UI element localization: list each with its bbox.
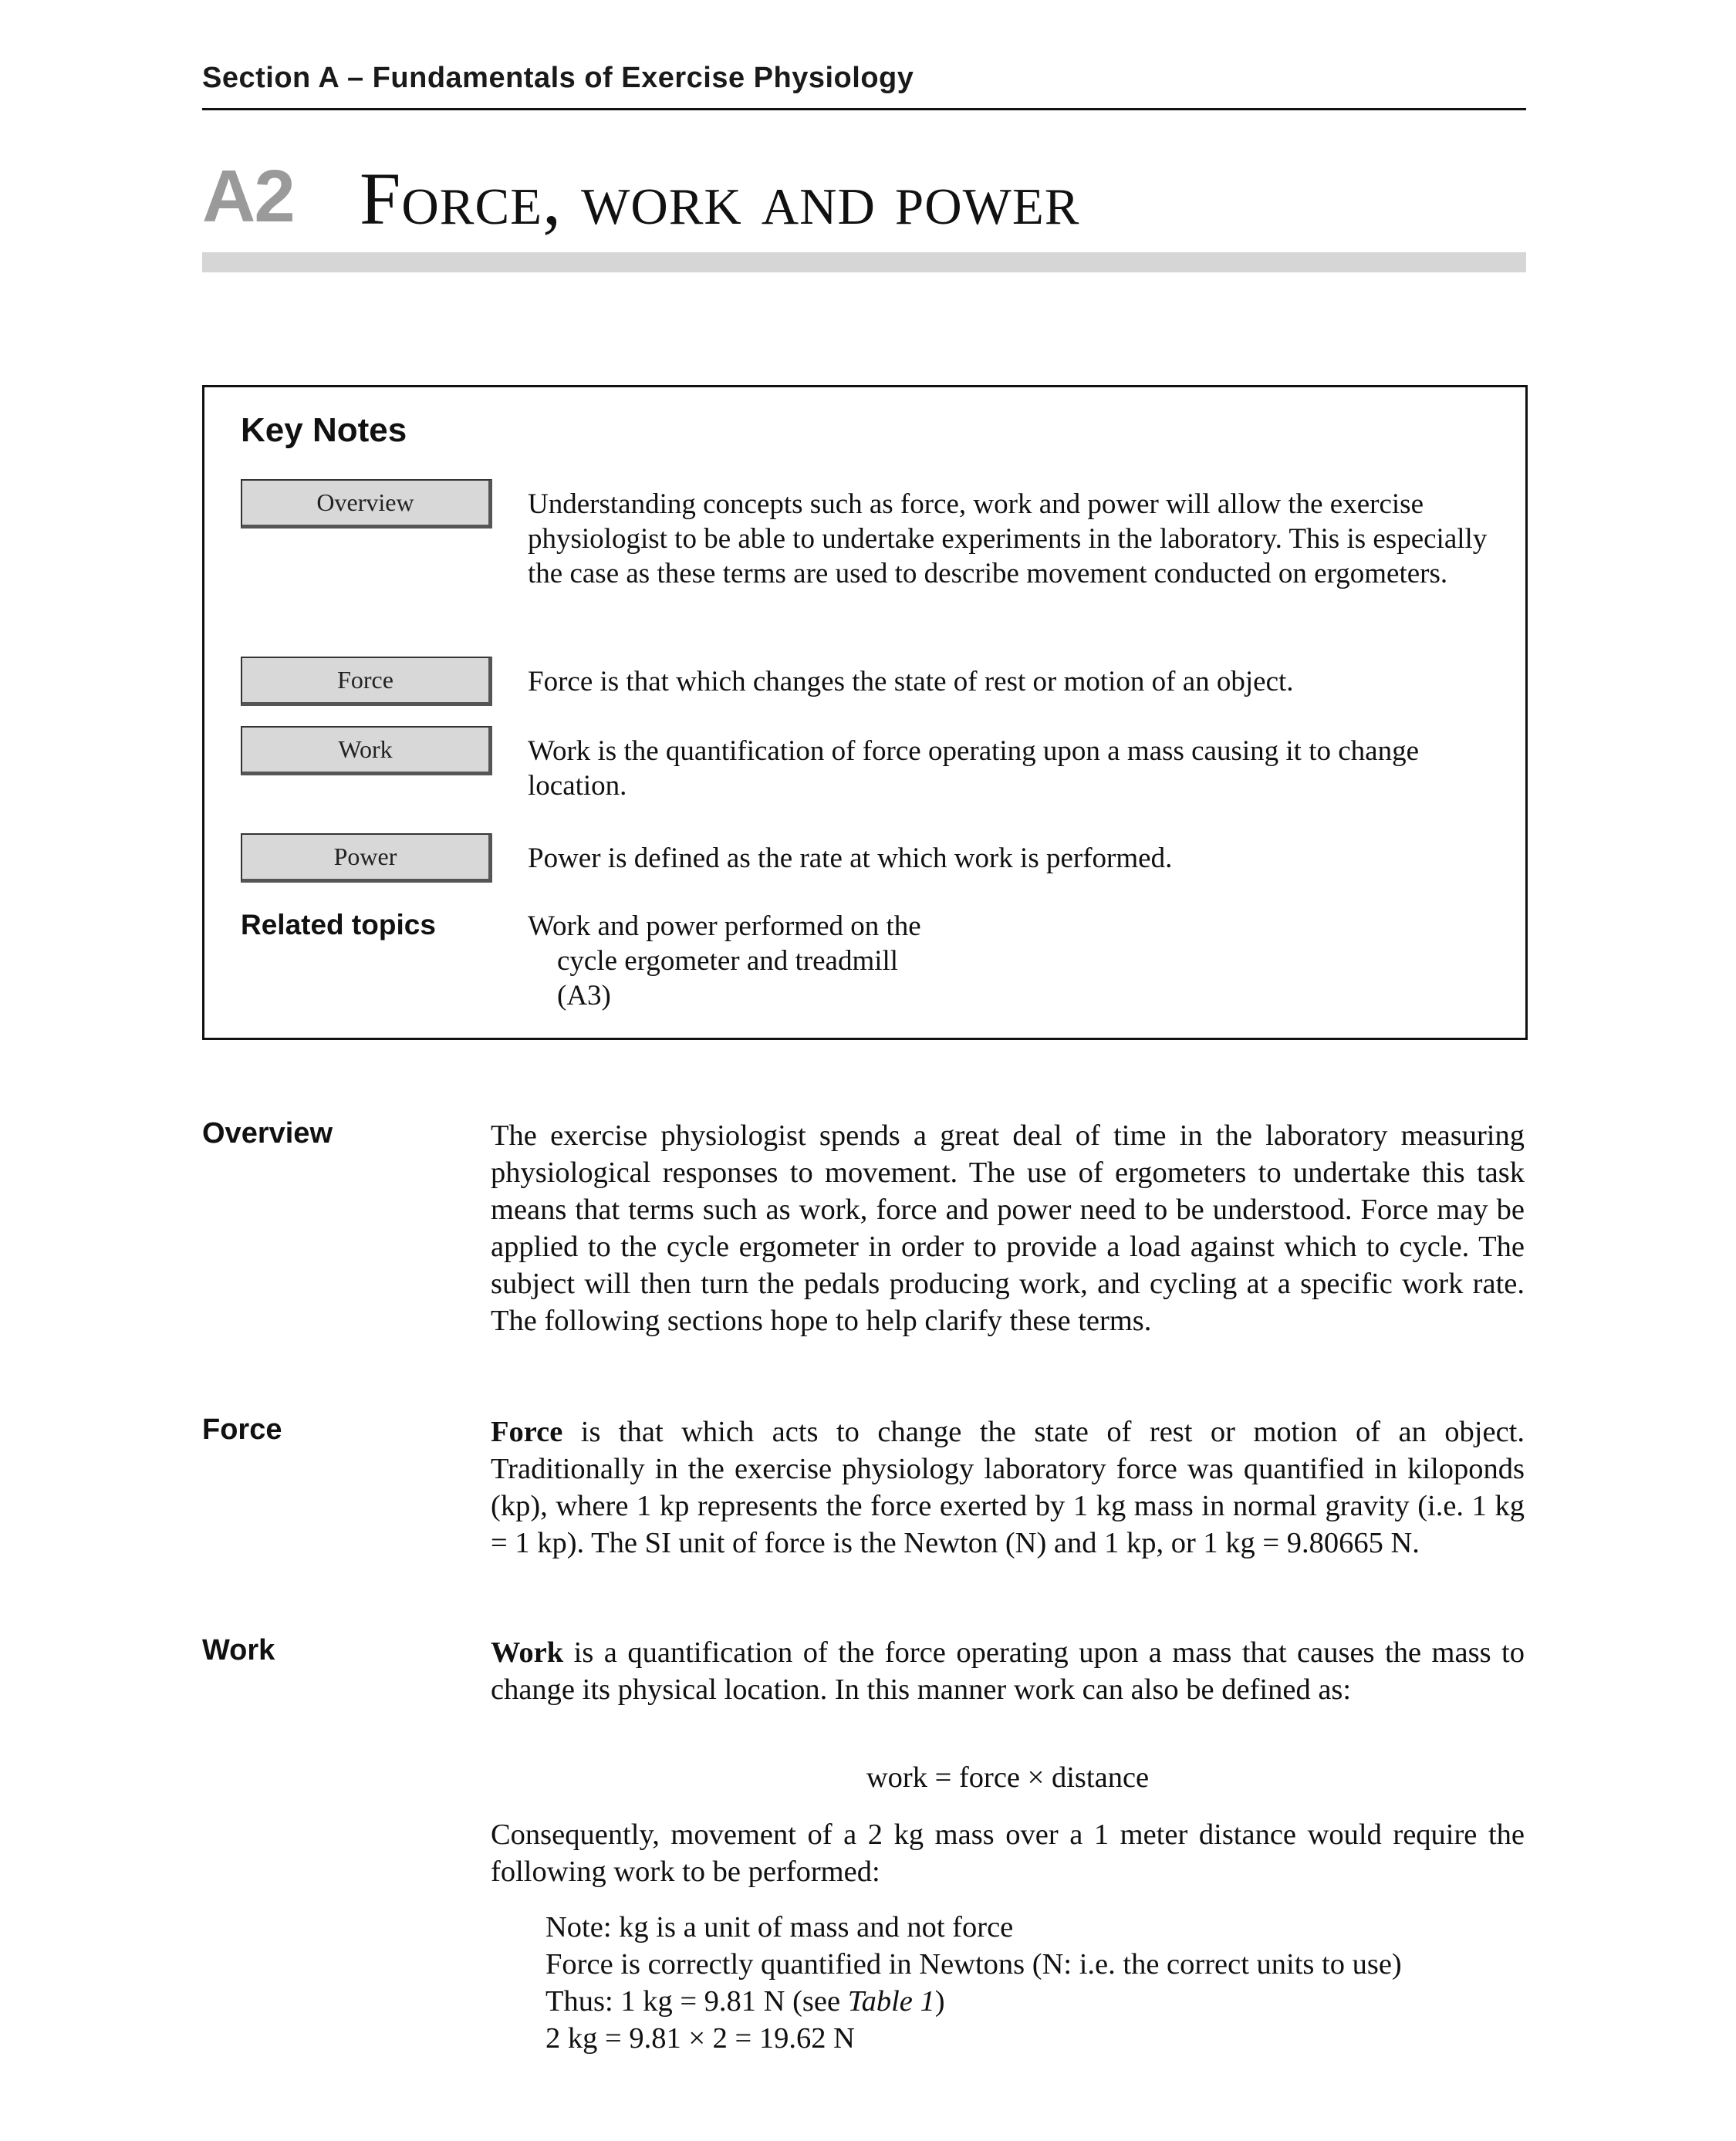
work-paragraph [491,1634,1525,1708]
related-topics-text [528,909,921,1013]
note-line: Note: kg is a unit of mass and not force [545,1911,1014,1943]
note-line-thus: Thus: 1 kg = 9.81 N (see Table 1) [545,1985,945,2018]
work-formula: work = force × distance [866,1761,1150,1794]
force-heading: Force [202,1413,282,1446]
work-example-paragraph: Consequently, movement of a 2 kg mass over a 1 meter distance would require the following work to be performed: [491,1818,1525,1888]
force-term: Force [491,1416,563,1448]
section-header: Section A – Fundamentals of Exercise Physiology [202,62,914,94]
key-note-text-force: Force is that which changes the state of rest or motion of an object. [528,666,1294,697]
work-definition: is a quantification of the force operating upon a mass that causes the mass to change its physical location. In this manner work can also be defined as: [491,1636,1525,1706]
key-note-tab-work: Work [241,726,492,775]
work-note-block [545,1909,1525,2057]
overview-paragraph: The exercise physiologist spends a great deal of time in the laboratory measuring physiological responses to movement. The use of ergometers to undertake this task means that terms such as work, force and power need to be understood. Force may be applied to the cycle ergometer in order to provide a load against which to cycle. The subject will then turn the pedals producing work, and cycling at a specific work rate. The following sections hope to help clarify these terms. [491,1119,1525,1337]
chapter-title: Force, work and power [360,157,1080,240]
work-term: Work [491,1636,564,1669]
key-note-text-overview: Understanding concepts such as force, work and power will allow the exercise physiologist to be able to undertake experiments in the laboratory. This is especially the case as these terms are used to describe movement conducted on ergometers. [528,488,1488,589]
key-note-text-work: Work is the quantification of force operating upon a mass causing it to change location. [528,735,1419,802]
force-paragraph [491,1413,1525,1562]
chapter-code: A2 [202,155,294,238]
note-line: Force is correctly quantified in Newtons (N: i.e. the correct units to use) [545,1948,1402,1981]
related-topic-line: cycle ergometer and treadmill [557,945,899,977]
related-topics-label: Related topics [241,909,436,940]
note-line-calc: 2 kg = 9.81 × 2 = 19.62 N [545,2022,855,2055]
key-note-tab-force: Force [241,657,492,706]
header-rule [202,108,1526,110]
key-notes-title: Key Notes [241,411,407,449]
key-note-tab-power: Power [241,833,492,883]
overview-heading: Overview [202,1117,333,1150]
key-note-text-power: Power is defined as the rate at which work is performed. [528,843,1173,874]
related-topic-line: (A3) [557,980,611,1011]
title-underline-bar [202,252,1526,272]
force-definition: is that which acts to change the state of rest or motion of an object. Traditionally in the exercise physiology laboratory force was quantified in kiloponds (kp), where 1 kp represents the force exerted by 1 kg mass in normal gravity (i.e. 1 kg = 1 kp). The SI unit of force is the Newton (N) and 1 kp, or 1 kg = 9.80665 N. [491,1416,1525,1559]
table-reference: Table 1 [847,1985,935,2018]
key-note-tab-overview: Overview [241,479,492,528]
related-topic-line: Work and power performed on the [528,910,921,942]
work-heading: Work [202,1634,275,1667]
